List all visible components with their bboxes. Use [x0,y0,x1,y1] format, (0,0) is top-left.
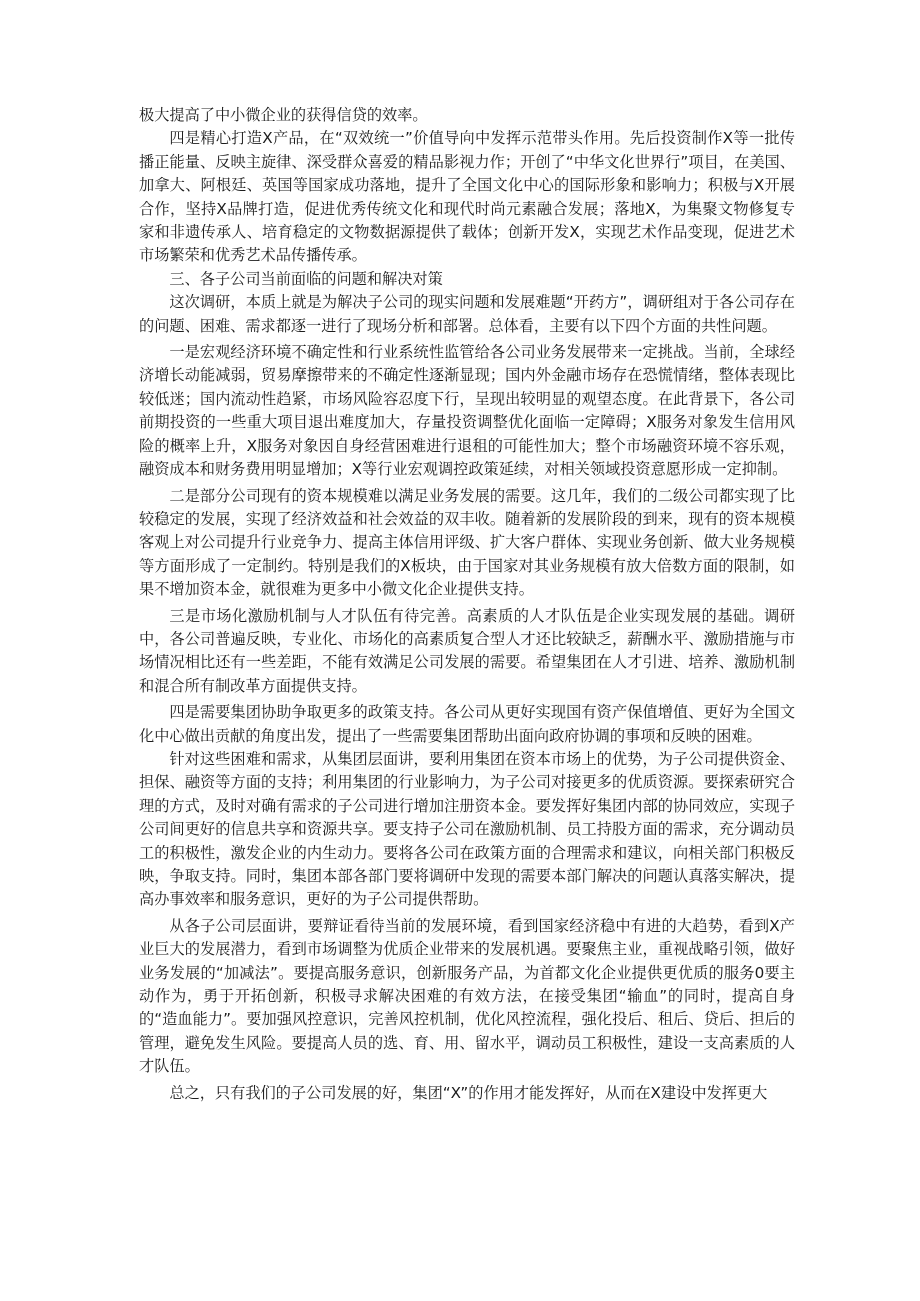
paragraph-subsidiary-measures: 从各子公司层面讲，要辩证看待当前的发展环境，看到国家经济稳中有进的大趋势，看到X产业巨大的发展潜力，看到市场调整为优质企业带来的发展机遇。要聚焦主业，重视战略引领，做好业务发展的“加减法”。要提高服务意识，创新服务产品，为首都文化企业提供更优质的服务0要主动作为，勇于开拓创新，积极寻求解决困难的有效方法，在接受集团“输血”的同时，提高自身的“造血能力”。要加强风控意识，完善风控机制，优化风控流程，强化投后、租后、贷后、担后的管理，避免发生风险。要提高人员的选、育、用、留水平，调动员工积极性，建设一支高素质的人才队伍。 [139,916,795,1076]
document-body [139,104,795,1105]
paragraph-continuation: 极大提高了中小微企业的获得信贷的效率。 [139,106,428,124]
paragraph-problem-1: 一是宏观经济环境不确定性和行业系统性监管给各公司业务发展带来一定挑战。当前，全球经济增长动能减弱，贸易摩擦带来的不确定性逐渐显现；国内外金融市场存在恐慌情绪，整体表现比较低迷；国内流动性趋紧，市场风险容忍度下行，呈现出较明显的观望态度。在此背景下，各公司前期投资的一些重大项目退出难度加大，存量投资调整优化面临一定障碍；X服务对象发生信用风险的概率上升，X服务对象因自身经营困难进行退租的可能性加大；整个市场融资环境不容乐观，融资成本和财务费用明显增加；X等行业宏观调控政策延续，对相关领域投资意愿形成一定抑制。 [139,343,795,479]
section-heading: 三、各子公司当前面临的问题和解决对策 [169,269,443,288]
paragraph-problem-2: 二是部分公司现有的资本规模难以满足业务发展的需要。这几年，我们的二级公司都实现了比较稳定的发展，实现了经济效益和社会效益的双丰收。随着新的发展阶段的到来，现有的资本规模客观上对公司提升行业竞争力、提高主体信用评级、扩大客户群体、实现业务创新、做大业务规模等方面形成了一定制约。特别是我们的X板块，由于国家对其业务规模有放大倍数方面的限制，如果不增加资本金，就很难为更多中小微文化企业提供支持。 [139,486,795,599]
paragraph-conclusion: 总之，只有我们的子公司发展的好，集团“X”的作用才能发挥好，从而在X建设中发挥更大 [169,1083,768,1102]
paragraph-product: 四是精心打造X产品，在“双效统一”价值导向中发挥示范带头作用。先后投资制作X等一批传播正能量、反映主旋律、深受群众喜爱的精品影视力作；开创了“中华文化世界行”项目，在美国、加拿大、阿根廷、英国等国家成功落地，提升了全国文化中心的国际形象和影响力；积极与X开展合作，坚持X品牌打造，促进优秀传统文化和现代时尚元素融合发展；落地X，为集聚文物修复专家和非遗传承人、培育稳定的文物数据源提供了载体；创新开发X，实现艺术作品变现，促进艺术市场繁荣和优秀艺术品传播传承。 [139,129,795,265]
paragraph-group-measures: 针对这些困难和需求，从集团层面讲，要利用集团在资本市场上的优势，为子公司提供资金、担保、融资等方面的支持；利用集团的行业影响力，为子公司对接更多的优质资源。要探索研究合理的方式，及时对确有需求的子公司进行增加注册资本金。要发挥好集团内部的协同效应，实现子公司间更好的信息共享和资源共享。要支持子公司在激励机制、员工持股方面的需求，充分调动员工的积极性，激发企业的内生动力。要将各公司在政策方面的合理需求和建议，向相关部门积极反映，争取支持。同时，集团本部各部门要将调研中发现的需要本部门解决的问题认真落实解决，提高办事效率和服务意识，更好的为子公司提供帮助。 [139,749,795,909]
paragraph-overview: 这次调研，本质上就是为解决子公司的现实问题和发展难题“开药方”，调研组对于各公司存在的问题、困难、需求都逐一进行了现场分析和部署。总体看，主要有以下四个方面的共性问题。 [139,293,795,335]
paragraph-problem-3: 三是市场化激励机制与人才队伍有待完善。高素质的人才队伍是企业实现发展的基础。调研中，各公司普遍反映，专业化、市场化的高素质复合型人才还比较缺乏，薪酬水平、激励措施与市场情况相比还有一些差距，不能有效满足公司发展的需要。希望集团在人才引进、培养、激励机制和混合所有制改革方面提供支持。 [139,606,795,695]
paragraph-problem-4: 四是需要集团协助争取更多的政策支持。各公司从更好实现国有资产保值增值、更好为全国文化中心做出贡献的角度出发，提出了一些需要集团帮助出面向政府协调的事项和反映的困难。 [139,703,795,745]
